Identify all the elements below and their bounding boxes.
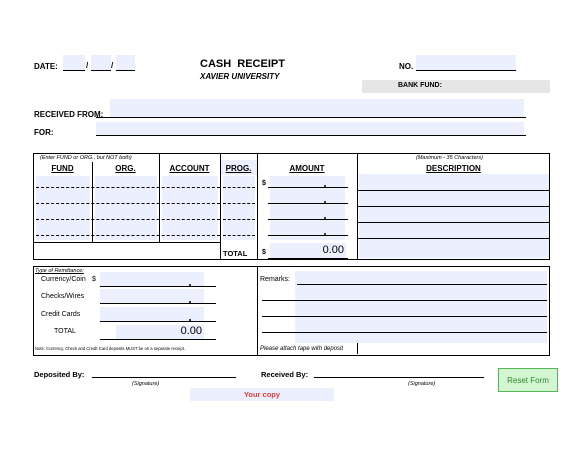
bank-fund-bar: [362, 80, 550, 93]
description-row-line-3: [357, 222, 550, 223]
date-day-field[interactable]: [91, 55, 114, 71]
description-row-line-4: [357, 238, 550, 239]
row-2-line-amount: [268, 203, 348, 204]
your-copy-label: Your copy: [243, 390, 281, 399]
checks-decimal: [189, 301, 191, 303]
date-day-underline: [91, 70, 111, 71]
table-bottom-rule-left: [33, 242, 220, 243]
row-4-line-amount: [268, 235, 348, 236]
remarks-line-3: [262, 316, 547, 317]
deposited-by-label: Deposited By:: [34, 370, 85, 379]
amount-decimal-2: [324, 201, 326, 203]
amount-decimal-4: [324, 233, 326, 235]
date-year-field[interactable]: [116, 55, 135, 71]
reset-form-button[interactable]: Reset Form: [498, 368, 558, 392]
university-name: XAVIER UNIVERSITY: [200, 72, 280, 81]
row-2-line-prog: [223, 203, 255, 204]
table-total-underline: [268, 258, 348, 259]
prog-column-field[interactable]: [223, 176, 255, 240]
description-row-line-1: [357, 190, 550, 191]
row-2-line-left: [36, 203, 220, 204]
received-from-underline: [96, 117, 526, 118]
row-3-line-left: [36, 219, 220, 220]
row-1-line-prog: [223, 187, 255, 188]
credit-decimal: [189, 319, 191, 321]
receipt-title: CASH RECEIPT: [200, 58, 285, 70]
currency-coin-underline: [100, 286, 216, 287]
for-underline: [96, 135, 526, 136]
date-separator-2: /: [111, 61, 114, 70]
table-total-dollar-sign: $: [262, 249, 266, 256]
remarks-line-4: [262, 332, 547, 333]
deposited-by-signature-caption: (Signature): [132, 381, 160, 387]
fund-org-note: (Enter FUND or ORG., but NOT both): [40, 155, 132, 161]
column-header-org: ORG.: [115, 164, 136, 173]
table-total-value: 0.00: [322, 244, 344, 256]
received-by-signature-caption: (Signature): [408, 381, 436, 387]
column-header-prog: PROG.: [225, 164, 252, 173]
amount-column-field[interactable]: [270, 176, 345, 240]
remarks-line-1: [297, 284, 547, 285]
checks-wires-label: Checks/Wires: [41, 293, 85, 300]
row-3-line-amount: [268, 219, 348, 220]
attach-tape-note: Please attach tape with deposit: [260, 346, 344, 352]
table-total-label: TOTAL: [223, 249, 248, 258]
amount-decimal-1: [324, 185, 326, 187]
table-divider-fund-org: [92, 162, 93, 242]
org-column-field[interactable]: [95, 176, 157, 240]
date-month-field[interactable]: [63, 55, 85, 71]
bank-fund-label: BANK FUND:: [398, 82, 442, 89]
received-from-field[interactable]: [110, 99, 524, 118]
received-by-signature-line: [314, 377, 484, 378]
amount-dollar-sign: $: [262, 180, 266, 187]
column-header-amount: AMOUNT: [289, 164, 325, 173]
date-year-underline: [116, 70, 135, 71]
account-column-field[interactable]: [162, 176, 218, 240]
column-header-description: DESCRIPTION: [426, 164, 481, 173]
currency-coin-label: Currency/Coin: [41, 276, 86, 283]
credit-cards-underline: [100, 321, 216, 322]
row-1-line-amount: [268, 187, 348, 188]
deposited-by-signature-line: [92, 377, 236, 378]
row-1-line-left: [36, 187, 220, 188]
fund-column-field[interactable]: [36, 176, 90, 240]
amount-decimal-3: [324, 217, 326, 219]
received-by-label: Received By:: [261, 370, 309, 379]
for-field[interactable]: [96, 122, 524, 136]
checks-wires-underline: [100, 303, 216, 304]
remittance-total-value: 0.00: [180, 325, 202, 337]
receipt-number-field[interactable]: [416, 55, 516, 71]
remittance-type-label: Type of Remittance:: [35, 268, 84, 274]
remittance-total-label: TOTAL: [54, 328, 76, 335]
row-4-line-prog: [223, 235, 255, 236]
attach-tape-cursor: [357, 343, 358, 354]
remarks-line-2: [262, 300, 547, 301]
remarks-label: Remarks:: [260, 276, 290, 283]
description-max-note: (Maximum - 35 Characters): [416, 155, 483, 161]
date-label: DATE:: [34, 62, 58, 71]
separate-receipt-note: Note: Currency, Check and Credit Card deposits MUST be on a separate receipt.: [35, 346, 185, 351]
credit-cards-label: Credit Cards: [41, 311, 81, 318]
receipt-number-label: NO.: [399, 62, 414, 71]
column-header-fund: FUND: [51, 164, 74, 173]
for-label: FOR:: [34, 128, 54, 137]
column-header-account: ACCOUNT: [169, 164, 210, 173]
currency-decimal: [189, 284, 191, 286]
description-row-line-2: [357, 206, 550, 207]
currency-dollar-sign: $: [92, 276, 96, 283]
receipt-number-underline: [416, 70, 516, 71]
description-column-field[interactable]: [359, 174, 549, 258]
row-4-line-left: [36, 235, 220, 236]
date-month-underline: [63, 70, 85, 71]
remittance-divider: [257, 266, 258, 356]
row-3-line-prog: [223, 219, 255, 220]
remittance-total-underline: [100, 339, 216, 340]
received-from-label: RECEIVED FROM:: [34, 110, 104, 119]
date-separator-1: /: [86, 61, 89, 70]
